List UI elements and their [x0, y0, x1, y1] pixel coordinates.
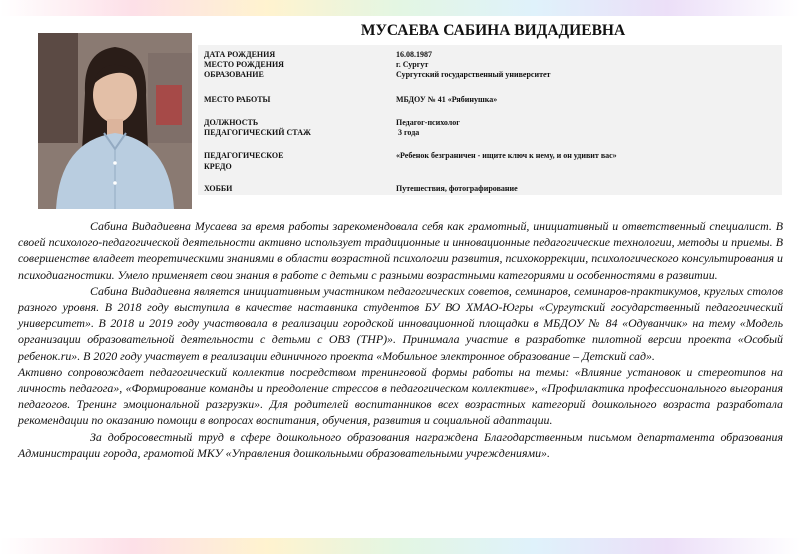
info-value-experience: 3 года	[398, 128, 420, 137]
portrait-photo	[38, 33, 192, 209]
bio-paragraph-1: Сабина Видадиевна Мусаева за время работы зарекомендовала себя как грамотный, инициативный и ответственный специалист. В своей психолого-педагогической деятельности активно использует традиционные и инновационные педагогические технологии, методы и приемы. В совершенстве владеет теоретическими знаниями в области возрастной психологии развития, психокоррекции, психологического консультирования и психодиагностики. Умело применяет свои знания в работе с детьми с разными возрастными категориями и особенностями в развитии.	[18, 219, 783, 282]
biography-text	[18, 218, 783, 461]
info-label-education: ОБРАЗОВАНИЕ	[204, 70, 264, 79]
bio-paragraph-4: За добросовестный труд в сфере дошкольного образования награждена Благодарственным письмом департамента образования Администрации города, грамотой МКУ «Управления дошкольными образовательными учреждениями».	[18, 429, 783, 460]
info-label-experience: ПЕДАГОГИЧЕСКИЙ СТАЖ	[204, 128, 311, 137]
info-value-position: Педагог-психолог	[396, 118, 460, 127]
info-label-birth-place: МЕСТО РОЖДЕНИЯ	[204, 60, 284, 69]
bio-paragraph-2: Сабина Видадиевна является инициативным участником педагогических советов, семинаров, семинаров-практикумов, круглых столов разного уровня. В 2018 году выступила в качестве наставника студентов БУ ВО ХМАО-Югры «Сургутский государственный педагогический университет». В 2018 и 2019 году участвовала в реализации городской инновационной площадки в МБДОУ № 84 «Одуванчик» на тему «Модель организации образовательной деятельности с детьми с ОВЗ (ТНР)». Принимала участие в разработке пилотной версии проекта «Особый ребенок.ru». В 2020 году участвует в реализации единичного проекта «Мобильное электронное образование – Детский сад».	[18, 283, 783, 363]
info-value-education: Сургутский государственный университет	[396, 70, 551, 79]
info-label-hobby: ХОББИ	[204, 184, 233, 193]
info-label-birth-date: ДАТА РОЖДЕНИЯ	[204, 50, 276, 59]
info-label-workplace: МЕСТО РАБОТЫ	[204, 95, 271, 104]
info-value-birth-date: 16.08.1987	[396, 50, 432, 59]
info-label-credo-cont: КРЕДО	[204, 162, 232, 171]
decorative-top-stripe	[0, 0, 800, 16]
info-value-birth-place: г. Сургут	[396, 60, 429, 69]
info-value-credo: «Ребенок безграничен - ищите ключ к нему, и он удивит вас»	[396, 151, 617, 160]
decorative-bottom-stripe	[0, 538, 800, 554]
bio-paragraph-3: Активно сопровождает педагогический коллектив посредством тренинговой формы работы на темы: «Влияние установок и стереотипов на личность педагога», «Формирование команды и преодоление стрессов в педагогическом коллективе», «Профилактика профессионального выгорания педагогов. Тренинг эмоциональной разгрузки». Для родителей воспитанников всех возрастных категорий дошкольного возраста разработала рекомендации по оказанию помощи в вопросах воспитания, обучения, развития и социальной адаптации.	[18, 364, 783, 428]
info-value-hobby: Путешествия, фотографирование	[396, 184, 518, 193]
info-label-credo: ПЕДАГОГИЧЕСКОЕ	[204, 151, 284, 160]
info-table	[198, 45, 782, 195]
info-value-workplace: МБДОУ № 41 «Рябинушка»	[396, 95, 498, 104]
info-label-position: ДОЛЖНОСТЬ	[204, 118, 259, 127]
person-full-name: МУСАЕВА САБИНА ВИДАДИЕВНА	[360, 22, 626, 39]
